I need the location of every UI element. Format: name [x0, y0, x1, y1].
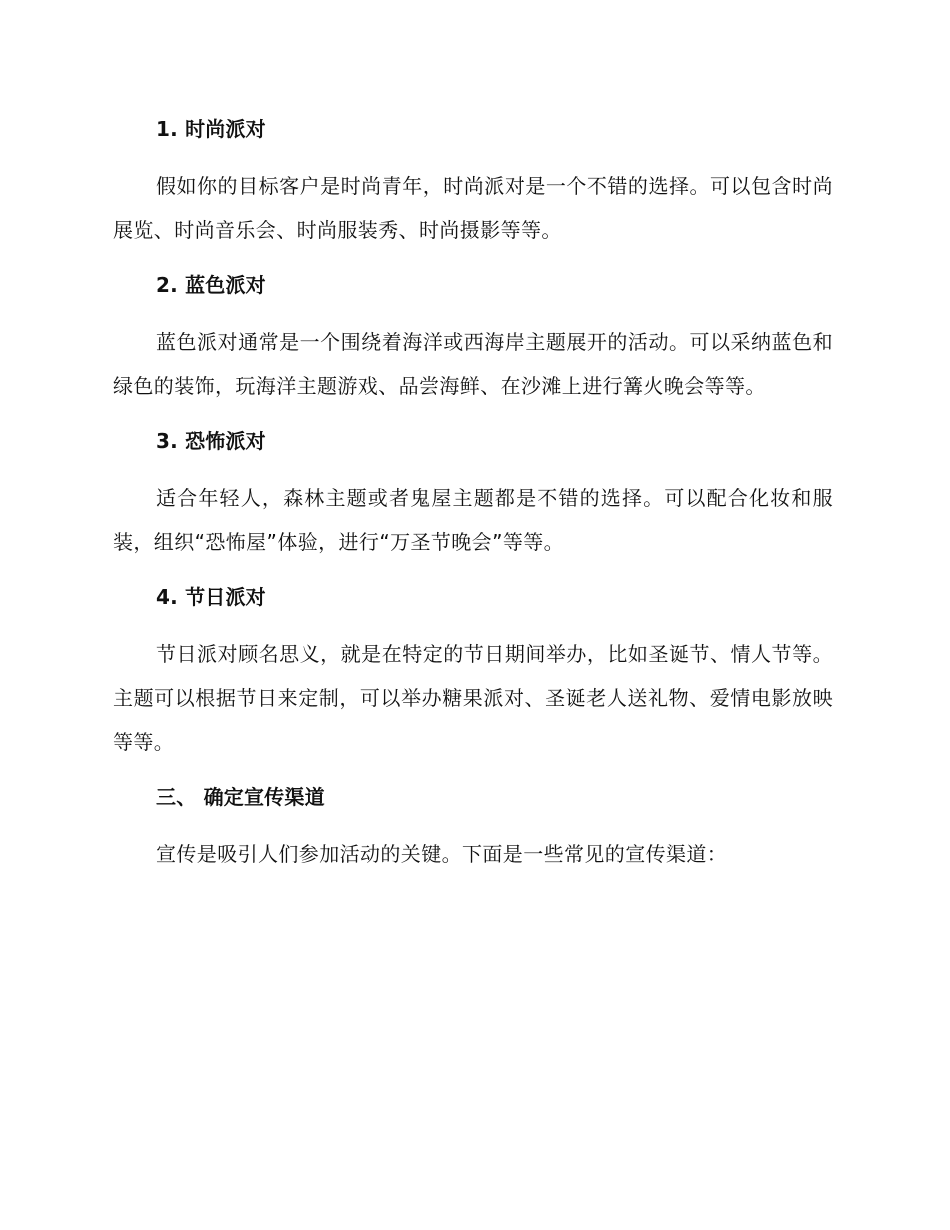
section-paragraph-holiday-party: 节日派对顾名思义，就是在特定的节日期间举办，比如圣诞节、情人节等。主题可以根据节日来定制，可以举办糖果派对、圣诞老人送礼物、爱情电影放映等等。 — [113, 642, 833, 754]
section-paragraph-fashion-party: 假如你的目标客户是时尚青年，时尚派对是一个不错的选择。可以包含时尚展览、时尚音乐会、时尚服装秀、时尚摄影等等。 — [113, 174, 833, 242]
section-paragraph-horror-party: 适合年轻人，森林主题或者鬼屋主题都是不错的选择。可以配合化妆和服装，组织“恐怖屋”体验，进行“万圣节晚会”等等。 — [113, 486, 833, 554]
section-heading-holiday-party: 4. 节日派对 — [156, 585, 266, 609]
section-heading-blue-party: 2. 蓝色派对 — [156, 273, 266, 297]
section-paragraph-blue-party: 蓝色派对通常是一个围绕着海洋或西海岸主题展开的活动。可以采纳蓝色和绿色的装饰，玩海洋主题游戏、品尝海鲜、在沙滩上进行篝火晚会等等。 — [113, 330, 833, 398]
section-heading-horror-party: 3. 恐怖派对 — [156, 429, 266, 453]
section-heading-promotion-channels: 三、 确定宣传渠道 — [156, 785, 325, 809]
document-body — [113, 112, 833, 876]
section-paragraph-promotion-channels: 宣传是吸引人们参加活动的关键。下面是一些常见的宣传渠道： — [156, 842, 728, 866]
section-heading-fashion-party: 1. 时尚派对 — [156, 117, 266, 141]
